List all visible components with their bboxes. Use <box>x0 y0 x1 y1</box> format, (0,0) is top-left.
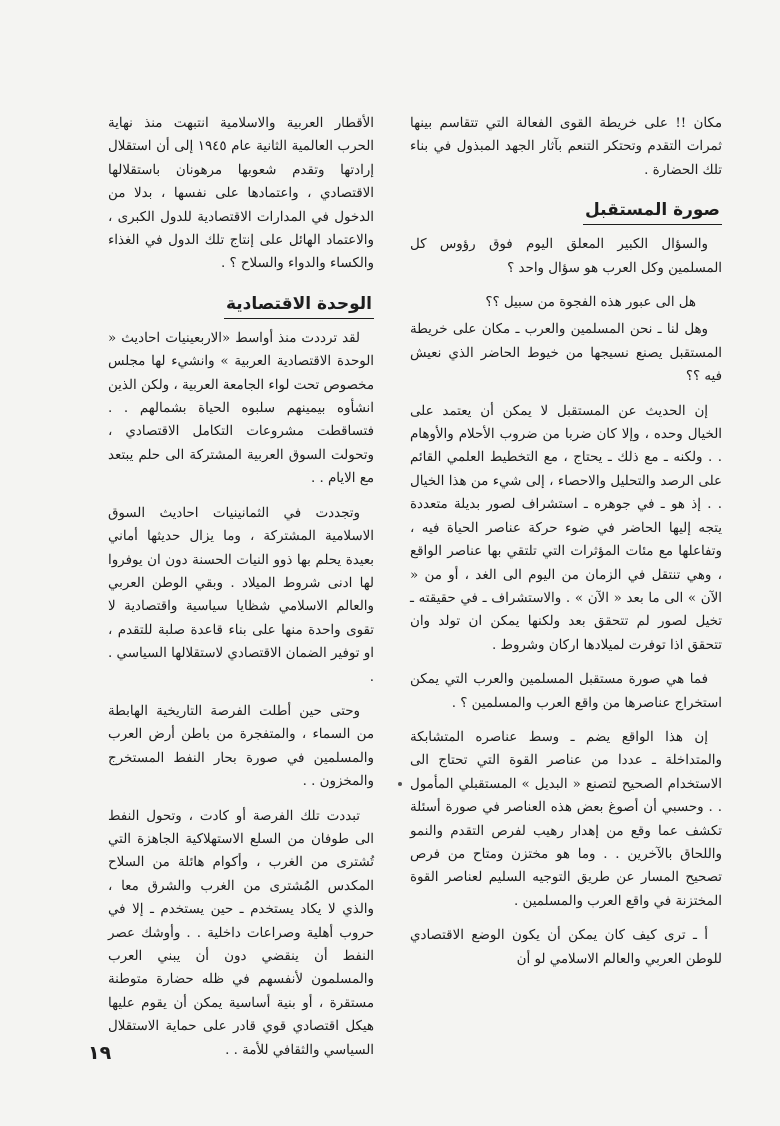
page-number: ١٩ <box>88 1042 112 1064</box>
section-heading-future: صورة المستقبل <box>583 197 722 225</box>
margin-dot <box>398 782 402 786</box>
section-heading-economic-unity: الوحدة الاقتصادية <box>224 291 374 319</box>
paragraph: وهل لنا ـ نحن المسلمين والعرب ـ مكان على خريطة المستقبل يصنع نسيجها من خيوط الحاضر الذي نعيش فيه ؟؟ <box>410 322 722 385</box>
paragraph: لقد ترددت منذ أواسط «الاربعينيات احاديث « الوحدة الاقتصادية العربية » وانشيء لها مجلس مخصوص تحت لواء الجامعة العربية ، ولكن الذين انشأوه بيمينهم سلبوه الحياة بشمالهم . . فتساقطت مشروعات التكامل الاقتصادي ، وتحولت السوق العربية المشتركة الى حلم يبتعد مع الايام . . <box>107 330 374 487</box>
paragraph: والسؤال الكبير المعلق اليوم فوق رؤوس كل المسلمين وكل العرب هو سؤال واحد ؟ <box>410 237 722 276</box>
paragraph: الأقطار العربية والاسلامية انتبهت منذ نهاية الحرب العالمية الثانية عام ١٩٤٥ إلى أن استقلال إرادتها وتقدم شعوبها مرهونان باستقلالها الاقتصادي ، واعتمادها على نفسها ، بدلا من الدخول في المدارات الاقتصادية للدول الكبرى ، والاعتماد الهائل على إنتاج تلك الدول في الغذاء والكساء والدواء والسلاح ؟ . <box>108 116 374 272</box>
left-column <box>108 112 374 1073</box>
paragraph: إن الحديث عن المستقبل لا يمكن أن يعتمد على الخيال وحده ، وإلا كان ضربا من ضروب الأحلام والأوهام . . ولكنه ـ مع ذلك ـ يحتاج ، مع التخطيط العلمي القائم على الرصد والتحليل والاحصاء ، إلى شيء من هذا الخيال . . إذ هو ـ في جوهره ـ استشراف لصور بديلة متعددة يتجه إليها الحاضر في ضوء حركة عناصر الحياة فيه ، وتفاعلها مع مئات المؤثرات التي تلتقي بها عناصر الواقع ، وهي تنتقل في الزمان من اليوم الى الغد ، أو من « الآن » الى ما بعد « الآن » . والاستشراف ـ في حقيقته ـ تخيل لصور لم تتحقق بعد ولكنها يمكن ان تولد وان تتحقق اذا توفرت لميلادها اركان وشروط . <box>410 403 722 653</box>
paragraph: وتجددت في الثمانينيات احاديث السوق الاسلامية المشتركة ، وما يزال حديثها أماني بعيدة يحلم بها ذوو النيات الحسنة دون ان يوفروا لها ادنى شروط الميلاد . وبقي الوطن العربي والعالم الاسلامي شظايا سياسية واقتصادية لا تقوى واحدة منها على بناء قاعدة صلبة للتقدم ، او توفير الضمان الاقتصادي لاستقلالها السياسي . . <box>108 505 374 685</box>
paragraph: فما هي صورة مستقبل المسلمين والعرب التي يمكن استخراج عناصرها من واقع العرب والمسلمين ؟ . <box>410 672 722 711</box>
paragraph: تبددت تلك الفرصة أو كادت ، وتحول النفط الى طوفان من السلع الاستهلاكية الجاهزة التي تُشترى من الغرب ، وأكوام هائلة من السلاح المكدس المُشترى من الغرب والشرق معا ، والذي لا يكاد يستخدم ـ حين يستخدم ـ إلا في حروب أهلية وصراعات داخلية . . وأوشك عصر النفط أن ينقضي دون أن يبني العرب والمسلمون لأنفسهم في ظله حضارة متوطنة مستقرة ، أو بنية أساسية يمكن أن يقوم عليها هيكل اقتصادي قوي قادر على حماية الاستقلال السياسي والثقافي للأمة . . <box>108 808 374 1058</box>
right-column <box>410 112 722 982</box>
question-line: هل الى عبور هذه الفجوة من سبيل ؟؟ <box>485 295 696 311</box>
paragraph: مكان !! على خريطة القوى الفعالة التي تتقاسم بينها ثمرات التقدم وتحتكر التنعم بآثار الجهد المبذول في بناء تلك الحضارة . <box>410 116 722 178</box>
paragraph: أ ـ ترى كيف كان يمكن أن يكون الوضع الاقتصادي للوطن العربي والعالم الاسلامي لو أن <box>410 928 722 967</box>
paragraph: إن هذا الواقع يضم ـ وسط عناصره المتشابكة والمتداخلة ـ عددا من عناصر القوة التي تحتاج الى الاستخدام الصحيح لتصنع « البديل » المستقبلي المأمول . . وحسبي أن أصوغ بعض هذه العناصر في صورة أسئلة تكشف عما وقع من إهدار رهيب لفرص التقدم والنمو واللحاق بالآخرين . . وما هو مختزن ومتاح من فرص تصحيح المسار عن طريق التوجيه السليم لعناصر القوة المختزنة في واقع العرب والمسلمين . <box>410 729 722 909</box>
paragraph: وحتى حين أطلت الفرصة التاريخية الهابطة من السماء ، والمتفجرة من باطن أرض العرب والمسلمين في صورة بحار النفط المستخرج والمخزون . . <box>108 703 374 790</box>
